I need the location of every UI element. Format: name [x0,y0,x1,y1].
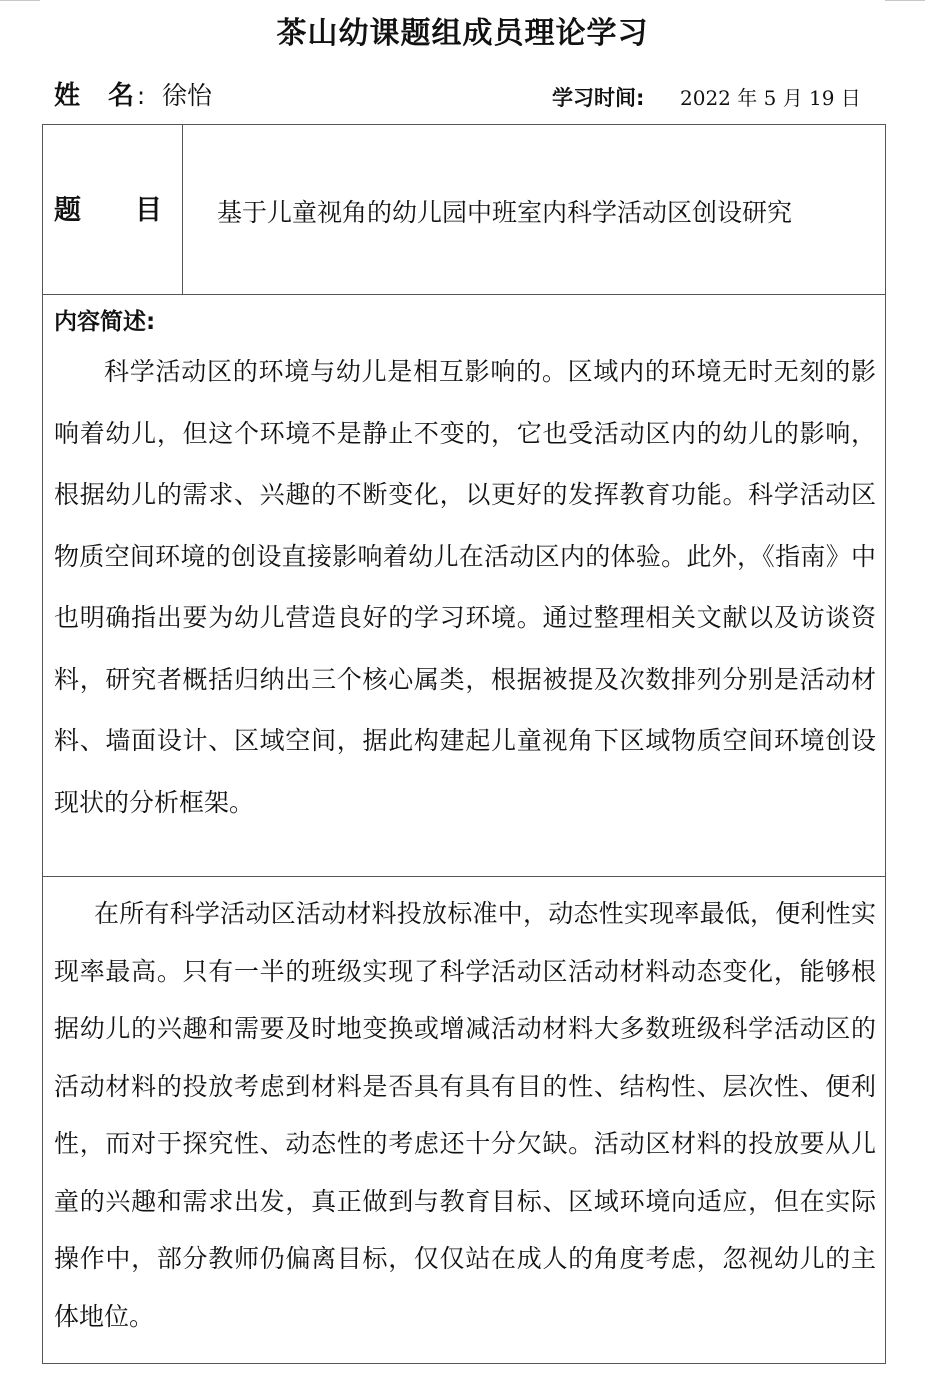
name-colon: : [137,82,146,110]
page-corner-right [885,0,925,1]
topic-label-cell [43,125,183,294]
study-date-value: 2022 年 5 月 19 日 [680,86,861,110]
info-row [0,74,925,118]
study-record-table [42,124,886,1364]
study-date-label: 学习时间: [552,86,645,110]
content-row [43,877,885,1377]
summary-row [43,295,885,877]
topic-value: 基于儿童视角的幼儿园中班室内科学活动区创设研究 [217,198,793,227]
name-value: 徐怡 [162,81,213,110]
document-title: 茶山幼课题组成员理论学习 [276,16,649,51]
summary-label: 内容简述: [54,309,156,335]
summary-paragraph: 科学活动区的环境与幼儿是相互影响的。区域内的环境无时无刻的影响着幼儿，但这个环境不是静止不变的，它也受活动区内的幼儿的影响，根据幼儿的需求、兴趣的不断变化，以更好的发挥教育功能。科学活动区物质空间环境的创设直接影响着幼儿在活动区内的体验。此外，《指南》中也明确指出要为幼儿营造良好的学习环境。通过整理相关文献以及访谈资料，研究者概括归纳出三个核心属类，根据被提及次数排列分别是活动材料、墙面设计、区域空间，据此构建起儿童视角下区域物质空间环境创设现状的分析框架。 [54,357,876,817]
content-paragraph: 在所有科学活动区活动材料投放标准中，动态性实现率最低，便利性实现率最高。只有一半的班级实现了科学活动区活动材料动态变化，能够根据幼儿的兴趣和需要及时地变换或增减活动材料大多数班级科学活动区的活动材料的投放考虑到材料是否具有具有目的性、结构性、层次性、便利性，而对于探究性、动态性的考虑还十分欠缺。活动区材料的投放要从儿童的兴趣和需求出发，真正做到与教育目标、区域环境向适应，但在实际操作中，部分教师仍偏离目标，仅仅站在成人的角度考虑，忽视幼儿的主体地位。 [54,899,876,1331]
topic-label: 题 目 [54,195,162,226]
name-label: 姓 名 [54,81,136,111]
topic-row [43,125,885,295]
page-corner-left [0,0,40,1]
